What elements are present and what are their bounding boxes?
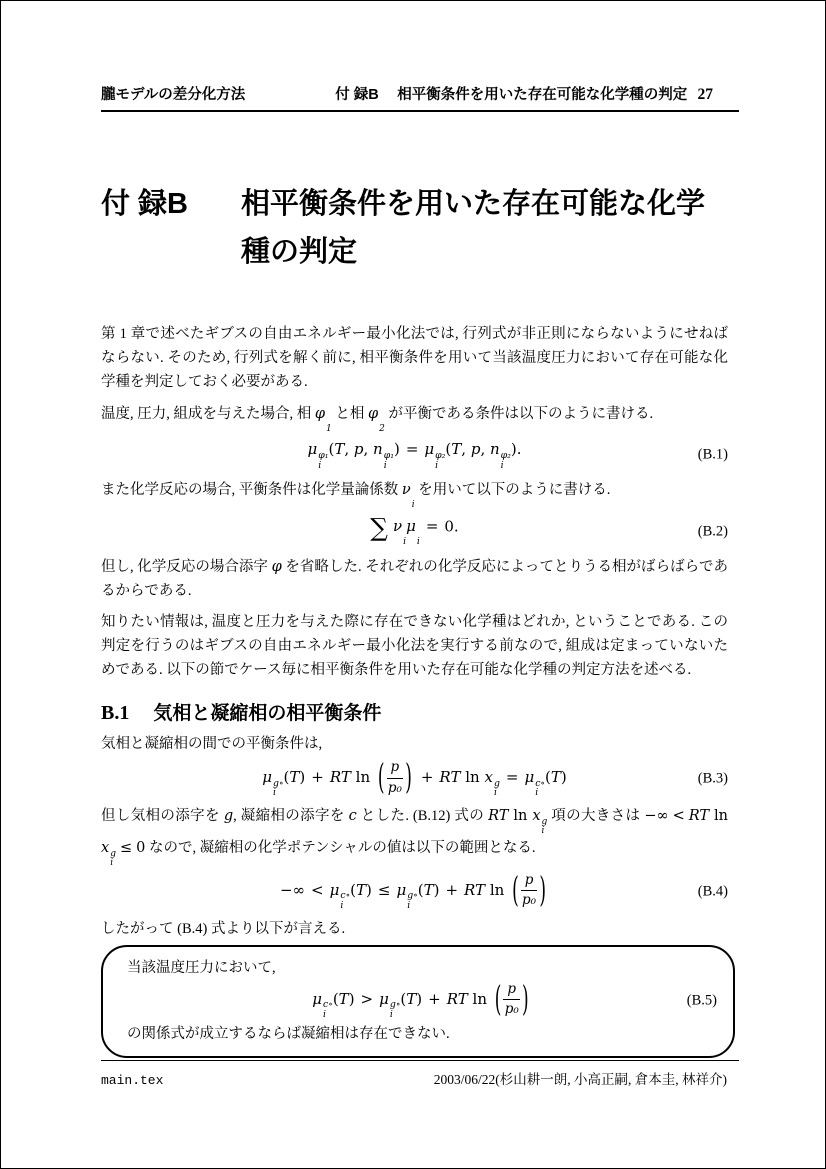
box-lead-text: 当該温度圧力において,: [127, 959, 276, 976]
page-footer: [101, 1060, 739, 1088]
running-title-left: 朧モデルの差分化方法: [101, 87, 246, 103]
equation-b5-number: (B.5): [686, 992, 717, 1009]
equation-b1-math: μ φ₁ i (T, p, n φ₁ i ) = μ φ₂ i (T, p, n φ₂ i ).: [307, 440, 522, 471]
equation-b3-number: (B.3): [697, 770, 728, 787]
paragraph-phase-condition: 温度, 圧力, 組成を与えた場合, 相 φ 1 と相 φ 2 が平衡である条件は以下のように書ける.: [101, 406, 654, 434]
box-tail-text: の関係式が成立するならば凝縮相は存在できない.: [127, 1025, 450, 1042]
running-title-center: 付 録B 相平衡条件を用いた存在可能な化学種の判定: [335, 87, 688, 103]
equation-b2: [101, 512, 728, 550]
equation-b5: [127, 980, 717, 1022]
equation-b4-math: −∞ < μ c∘ i (T) ≤ μ g∘ i (T) + RT ln ( $\frac{p}{\text{p₀}}$ ): [279, 870, 547, 912]
footer-date-authors: 2003/06/22(杉山耕一朗, 小高正嗣, 倉本圭, 林祥介): [433, 1072, 727, 1087]
page-number: 27: [697, 86, 713, 103]
paragraph-gas-condensed: 気相と凝縮相の間での平衡条件は,: [101, 736, 323, 753]
equation-b3-math: μ g∘ i (T) + RT ln ( $\frac{p}{\text{p₀}}$ ) + RT ln x g i = μ c∘ i (T): [262, 757, 567, 799]
section-title: 気相と凝縮相の相平衡条件: [153, 703, 382, 725]
paragraph-motivation: 知りたい情報は, 温度と圧力を与えた際に存在できない化学種はどれか, ということである. この判定を行うのはギブスの自由エネルギー最小化法を実行する前なので, 組成は定まっていないためである. 以下の節でケース毎に相平衡条件を用いた存在可能な化学種の判定方法を述べる.: [101, 614, 728, 679]
paragraph-subscript-note: 但し気相の添字を g, 凝縮相の添字を c とした. (B.12) 式の RT ln x g i 項の大きさは −∞ < RT ln x g i ≤ 0 なので, 凝縮相の化学ポテンシャルの値は以下の範囲となる.: [101, 808, 729, 869]
equation-b1: [101, 438, 728, 472]
footer-filename: main.tex: [101, 1073, 164, 1088]
result-box: [101, 945, 735, 1058]
chapter-title: [101, 180, 739, 276]
paragraph-reaction-condition: また化学反応の場合, 平衡条件は化学量論係数 ν i を用いて以下のように書ける.: [101, 482, 611, 511]
equation-b4: [101, 871, 728, 913]
paragraph-conclusion-lead: したがって (B.4) 式より以下が言える.: [101, 920, 346, 937]
equation-b2-math: ∑ ν i μ i = 0.: [370, 512, 459, 548]
paragraph-phi-note: 但し, 化学反応の場合添字 φ を省略した. それぞれの化学反応によってとりうる相がばらばらであるからである.: [101, 559, 728, 600]
section-number: B.1: [101, 702, 130, 725]
section-b1-heading: [101, 698, 739, 725]
page-content: [101, 1, 739, 1058]
equation-b1-number: (B.1): [697, 446, 728, 463]
equation-b2-number: (B.2): [697, 523, 728, 540]
equation-b3: [101, 758, 728, 800]
chapter-label: 付 録B: [101, 188, 189, 220]
equation-b4-number: (B.4): [697, 883, 728, 900]
equation-b5-math: μ c∘ i (T) > μ g∘ i (T) + RT ln ( $\frac{p}{\text{p₀}}$ ): [312, 979, 529, 1021]
page-header: [101, 85, 739, 112]
paragraph-intro: 第 1 章で述べたギブスの自由エネルギー最小化法では, 行列式が非正則にならないようにせねばならない. そのため, 行列式を解く前に, 相平衡条件を用いて当該温度圧力において存在可能な化学種を判定しておく必要がある.: [101, 326, 728, 390]
chapter-title-text: 相平衡条件を用いた存在可能な化学種の判定: [241, 188, 706, 268]
